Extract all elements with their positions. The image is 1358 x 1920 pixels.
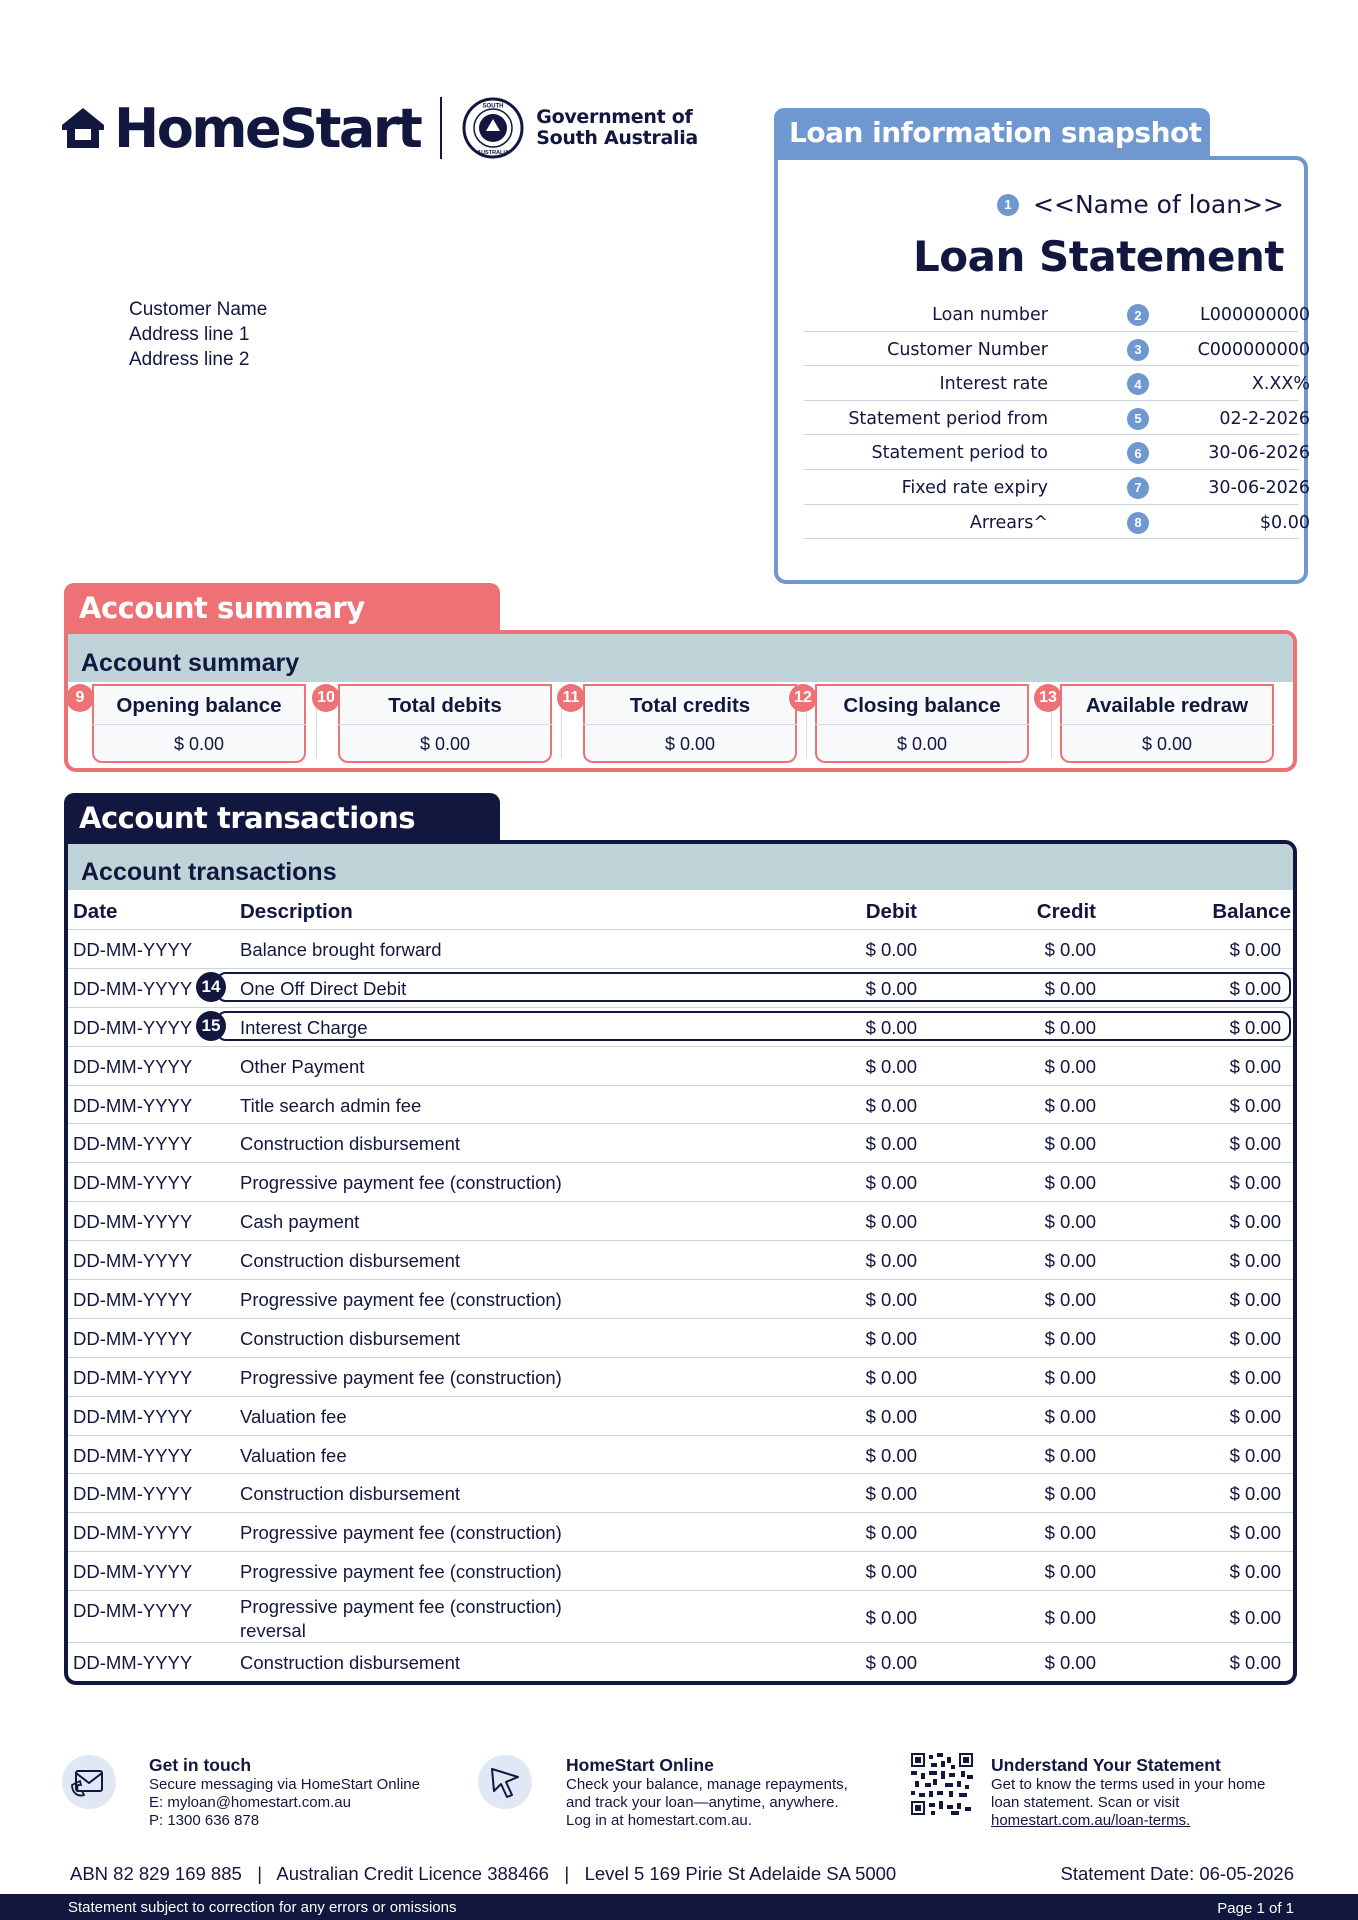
account-transactions-heading: Account transactions (68, 844, 1293, 890)
snapshot-row: Customer Number 3 C000000000 (804, 332, 1298, 367)
statement-date: Statement Date: 06-05-2026 (1060, 1863, 1294, 1884)
table-row: DD-MM-YYYY Progressive payment fee (construction) $ 0.00 $ 0.00 $ 0.00 (68, 1513, 1293, 1552)
snapshot-row: Fixed rate expiry 7 30-06-2026 (804, 470, 1298, 505)
snapshot-tab: Loan information snapshot (774, 108, 1210, 160)
page-number: Page 1 of 1 (1217, 1900, 1294, 1917)
snapshot-row: Interest rate 4 X.XX% (804, 366, 1298, 401)
callout-badge: 5 (1127, 408, 1149, 430)
row-highlight (216, 1011, 1291, 1041)
loan-snapshot-panel (774, 156, 1308, 584)
table-row: DD-MM-YYYY Valuation fee $ 0.00 $ 0.00 $ 0.00 (68, 1436, 1293, 1475)
callout-badge: 3 (1127, 339, 1149, 361)
callout-badge: 12 (789, 684, 817, 712)
address-line-2: Address line 2 (129, 349, 250, 370)
callout-badge: 13 (1034, 684, 1062, 712)
logo-divider (440, 97, 442, 159)
loan-name-text: <<Name of loan>> (1033, 190, 1284, 219)
table-row: DD-MM-YYYY 14 One Off Direct Debit $ 0.00 $ 0.00 $ 0.00 (68, 969, 1293, 1008)
brand-name: HomeStart (114, 96, 421, 160)
summary-card-total-debits: Total debits $ 0.00 10 (338, 684, 552, 763)
table-row: DD-MM-YYYY Construction disbursement $ 0.00 $ 0.00 $ 0.00 (68, 1319, 1293, 1358)
table-row: DD-MM-YYYY Construction disbursement $ 0.00 $ 0.00 $ 0.00 (68, 1241, 1293, 1280)
government-label: Government of South Australia (536, 106, 698, 149)
table-row: DD-MM-YYYY Balance brought forward $ 0.00 $ 0.00 $ 0.00 (68, 930, 1293, 969)
summary-card-available-redraw: Available redraw $ 0.00 13 (1060, 684, 1274, 763)
government-seal-icon (462, 97, 524, 159)
account-transactions-panel (64, 840, 1297, 1685)
column-header-debit: Debit (865, 900, 917, 923)
summary-card-total-credits: Total credits $ 0.00 11 (583, 684, 797, 763)
callout-badge: 11 (557, 684, 585, 712)
account-summary-heading: Account summary (68, 634, 1293, 682)
callout-badge: 4 (1127, 373, 1149, 395)
table-row: DD-MM-YYYY Other Payment $ 0.00 $ 0.00 $ 0.00 (68, 1047, 1293, 1086)
column-header-date: Date (73, 900, 118, 923)
contact-info: Get in touch Secure messaging via HomeStart Online E: myloan@homestart.com.au P: 1300 636 878 (149, 1755, 420, 1829)
seal-top-text: SOUTH (482, 103, 504, 110)
table-row: DD-MM-YYYY Progressive payment fee (construction) $ 0.00 $ 0.00 $ 0.00 (68, 1163, 1293, 1202)
envelope-phone-icon (62, 1755, 116, 1809)
house-icon (60, 105, 106, 151)
table-row: DD-MM-YYYY Title search admin fee $ 0.00 $ 0.00 $ 0.00 (68, 1086, 1293, 1125)
understand-statement-info: Understand Your Statement Get to know the terms used in your home loan statement. Scan or visit homestart.com.au/loan-terms. (991, 1755, 1266, 1829)
address-line-1: Address line 1 (129, 324, 250, 345)
cursor-arrow-icon (478, 1755, 532, 1809)
bottom-bar (0, 1894, 1358, 1920)
snapshot-table (804, 297, 1310, 539)
summary-card-opening-balance: Opening balance $ 0.00 9 (92, 684, 306, 763)
callout-badge: 14 (196, 972, 226, 1002)
homestart-logo (60, 92, 698, 164)
snapshot-row: Loan number 2 L000000000 (804, 297, 1298, 332)
account-transactions-tab: Account transactions (64, 793, 500, 843)
table-row: DD-MM-YYYY Valuation fee $ 0.00 $ 0.00 $ 0.00 (68, 1397, 1293, 1436)
callout-badge: 8 (1127, 512, 1149, 534)
account-summary-panel (64, 630, 1297, 772)
loan-name (997, 190, 1284, 219)
callout-badge: 7 (1127, 477, 1149, 499)
statement-title: Loan Statement (913, 232, 1284, 281)
callout-badge: 10 (312, 684, 340, 712)
snapshot-row: Arrears^ 8 $0.00 (804, 505, 1298, 540)
account-summary-tab: Account summary (64, 583, 500, 633)
customer-address (129, 297, 267, 372)
snapshot-row: Statement period to 6 30-06-2026 (804, 435, 1298, 470)
table-row: DD-MM-YYYY Construction disbursement $ 0.00 $ 0.00 $ 0.00 (68, 1474, 1293, 1513)
column-header-description: Description (240, 900, 353, 923)
qr-code-icon[interactable] (911, 1753, 973, 1815)
snapshot-row: Statement period from 5 02-2-2026 (804, 401, 1298, 436)
table-row: DD-MM-YYYY Progressive payment fee (construction) $ 0.00 $ 0.00 $ 0.00 (68, 1280, 1293, 1319)
column-header-credit: Credit (1036, 900, 1096, 923)
summary-card-closing-balance: Closing balance $ 0.00 12 (815, 684, 1029, 763)
callout-badge: 1 (997, 194, 1019, 216)
disclaimer-text: Statement subject to correction for any errors or omissions (68, 1899, 457, 1916)
table-row: DD-MM-YYYY 15 Interest Charge $ 0.00 $ 0.00 $ 0.00 (68, 1008, 1293, 1047)
callout-badge: 2 (1127, 304, 1149, 326)
company-details: ABN 82 829 169 885 | Australian Credit Licence 388466 | Level 5 169 Pirie St Adelaide SA 5000 (70, 1863, 897, 1884)
customer-name: Customer Name (129, 299, 268, 320)
callout-badge: 15 (196, 1011, 226, 1041)
homestart-online-info: HomeStart Online Check your balance, manage repayments, and track your loan—anytime, anywhere. Log in at homestart.com.au. (566, 1755, 848, 1829)
transactions-table-body (68, 930, 1293, 1682)
table-row: DD-MM-YYYY Construction disbursement $ 0.00 $ 0.00 $ 0.00 (68, 1124, 1293, 1163)
table-row: DD-MM-YYYY Progressive payment fee (construction) $ 0.00 $ 0.00 $ 0.00 (68, 1552, 1293, 1591)
table-row: DD-MM-YYYY Construction disbursement $ 0.00 $ 0.00 $ 0.00 (73, 1652, 1281, 1674)
transactions-header-row (68, 890, 1293, 930)
table-row: DD-MM-YYYY Progressive payment fee (construction) $ 0.00 $ 0.00 $ 0.00 (68, 1358, 1293, 1397)
callout-badge: 9 (66, 684, 94, 712)
table-row: DD-MM-YYYY Progressive payment fee (construction) reversal $ 0.00 $ 0.00 $ 0.00 (68, 1591, 1293, 1643)
table-row: DD-MM-YYYY Cash payment $ 0.00 $ 0.00 $ 0.00 (68, 1202, 1293, 1241)
callout-badge: 6 (1127, 442, 1149, 464)
column-header-balance: Balance (1212, 900, 1291, 923)
seal-bottom-text: AUSTRALIA (477, 150, 510, 156)
loan-terms-link[interactable]: homestart.com.au/loan-terms. (991, 1812, 1191, 1829)
